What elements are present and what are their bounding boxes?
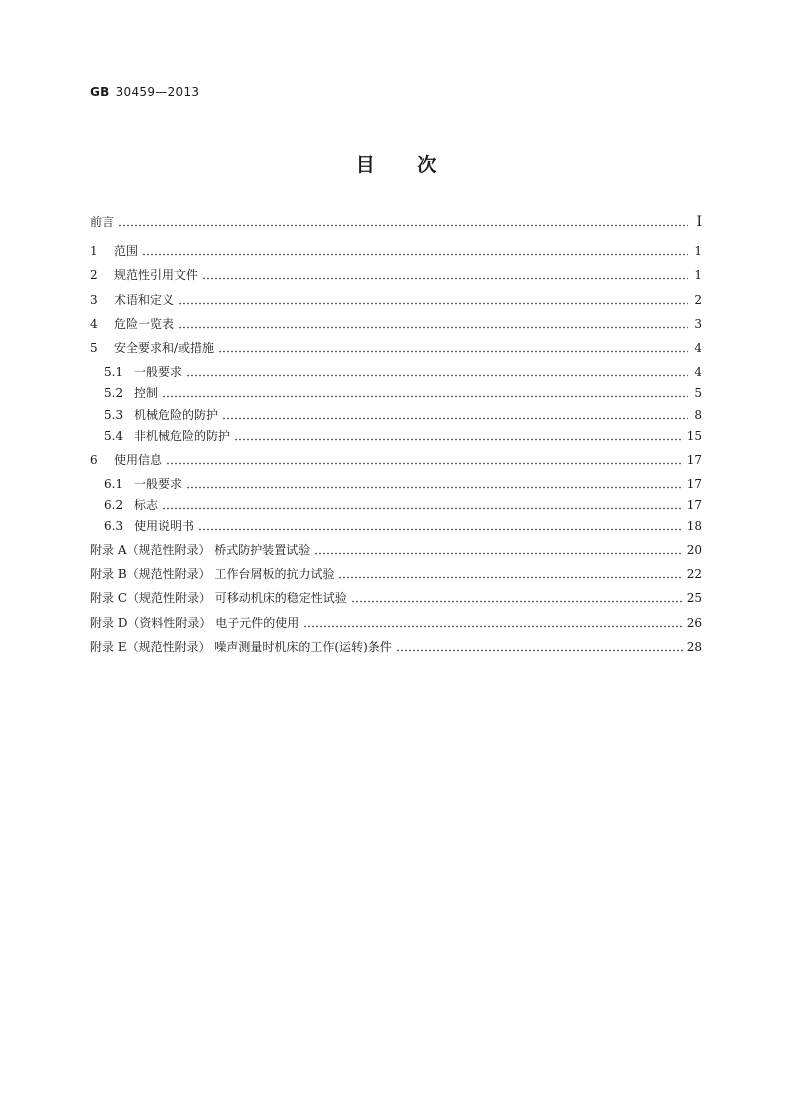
leader-dots [178,326,688,329]
toc-entry-6-2[interactable] [104,497,702,513]
toc-entry-foreword[interactable] [90,214,702,230]
toc-label: 规范性引用文件 [114,268,199,282]
toc-label: 一般要求 [134,477,183,491]
toc-page: 26 [686,616,702,630]
leader-dots [178,302,688,305]
toc-entry-6[interactable] [90,452,702,468]
toc-entry-5[interactable] [90,340,702,356]
toc-page: 3 [694,317,702,331]
leader-dots [396,649,683,652]
toc-page: I [696,214,702,230]
toc-label: 附录 A（规范性附录） 桥式防护装置试验 [90,543,311,557]
toc-page: 8 [694,408,702,422]
toc-number: 1 [90,244,98,258]
toc-label: 前言 [90,215,115,229]
toc-page: 5 [694,386,702,400]
toc-page: 17 [686,498,702,512]
leader-dots [118,224,688,227]
leader-dots [162,507,683,510]
toc-entry-6-1[interactable] [104,476,702,492]
leader-dots [314,552,682,555]
toc-number: 6.1 [104,477,124,491]
toc-title: 目 次 [355,154,437,176]
leader-dots [202,277,688,280]
toc-entry-5-4[interactable] [104,428,702,444]
leader-dots [186,374,688,377]
toc-number: 5.1 [104,365,124,379]
toc-label: 机械危险的防护 [134,408,219,422]
toc-label: 附录 C（规范性附录） 可移动机床的稳定性试验 [90,591,347,605]
leader-dots [338,576,682,579]
toc-page: 1 [694,268,702,282]
toc-page: 28 [686,640,702,654]
toc-entry-1[interactable] [90,243,702,259]
toc-number: 3 [90,293,98,307]
leader-dots [234,438,683,441]
toc-entry-5-3[interactable] [104,407,702,423]
toc-entry-appendix-a[interactable] [90,542,702,558]
toc-number: 2 [90,268,98,282]
toc-label: 使用信息 [114,453,163,467]
toc-number: 6 [90,453,98,467]
leader-dots [186,486,683,489]
standard-number: 30459—2013 [115,85,200,99]
toc-entry-5-2[interactable] [104,385,702,401]
toc-page: 1 [694,244,702,258]
toc-label: 非机械危险的防护 [134,429,231,443]
toc-entry-4[interactable] [90,316,702,332]
toc-label: 控制 [134,386,159,400]
toc-page: 17 [686,453,702,467]
toc-page: 20 [686,543,702,557]
standard-code [90,85,199,99]
toc-page: 4 [694,365,702,379]
toc-number: 5 [90,341,98,355]
toc-entry-3[interactable] [90,292,702,308]
leader-dots [222,417,688,420]
toc-label: 术语和定义 [114,293,175,307]
leader-dots [166,462,683,465]
toc-number: 5.4 [104,429,124,443]
leader-dots [198,528,683,531]
toc-label: 一般要求 [134,365,183,379]
toc-page: 22 [686,567,702,581]
toc-entry-appendix-c[interactable] [90,590,702,606]
toc-label: 安全要求和/或措施 [114,341,215,355]
toc-entry-appendix-b[interactable] [90,566,702,582]
toc-label: 附录 D（资料性附录） 电子元件的使用 [90,616,300,630]
toc-entry-appendix-e[interactable] [90,639,702,655]
toc-number: 5.2 [104,386,124,400]
standard-prefix: GB [90,85,110,99]
leader-dots [142,253,688,256]
toc-entry-appendix-d[interactable] [90,615,702,631]
toc-label: 附录 E（规范性附录） 噪声测量时机床的工作(运转)条件 [90,640,392,654]
toc-number: 6.3 [104,519,124,533]
toc-page: 17 [686,477,702,491]
toc-entry-2[interactable] [90,267,702,283]
leader-dots [218,350,688,353]
toc-label: 使用说明书 [134,519,195,533]
toc-entry-5-1[interactable] [104,364,702,380]
toc-number: 4 [90,317,98,331]
toc-page: 2 [694,293,702,307]
toc-label: 危险一览表 [114,317,175,331]
leader-dots [162,395,688,398]
toc-page: 18 [686,519,702,533]
leader-dots [351,600,683,603]
leader-dots [303,625,682,628]
toc-page: 25 [686,591,702,605]
toc-label: 标志 [134,498,159,512]
toc-label: 附录 B（规范性附录） 工作台屑板的抗力试验 [90,567,335,581]
toc-page: 4 [694,341,702,355]
toc-label: 范围 [114,244,139,258]
toc-entry-6-3[interactable] [104,518,702,534]
toc-number: 5.3 [104,408,124,422]
toc-page: 15 [686,429,702,443]
toc-number: 6.2 [104,498,124,512]
